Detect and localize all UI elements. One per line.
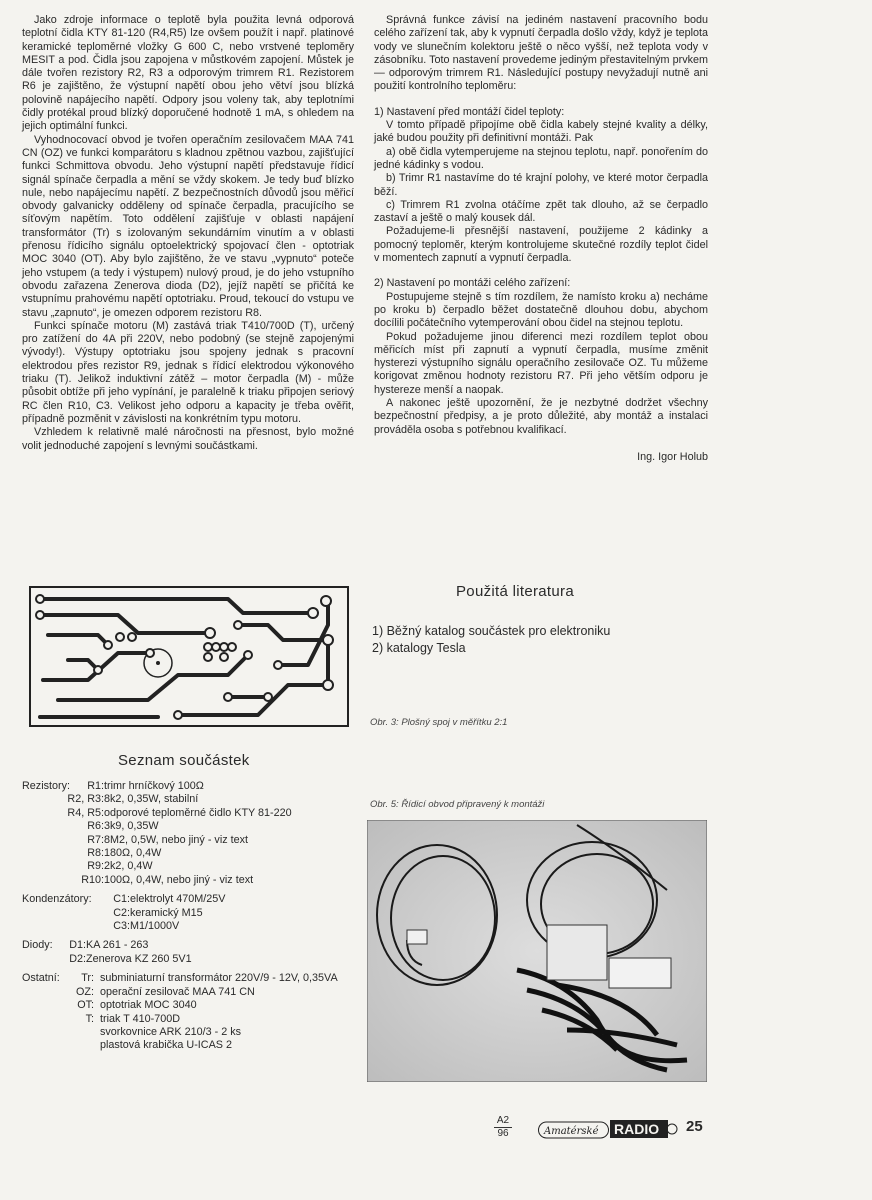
- part-value: 2k2, 0,4W: [104, 860, 153, 873]
- part-value: M1/1000V: [130, 920, 180, 933]
- author-signature: Ing. Igor Holub: [637, 450, 708, 463]
- literature-item: 2) katalogy Tesla: [372, 641, 466, 655]
- ref-designator: R10:: [81, 873, 104, 886]
- paragraph: Vyhodnocovací obvod je tvořen operačním zesilovačem MAA 741 CN (OZ) ve funkci komparátoru s kladnou zpětnou vazbou, zajišťující funkci Schmittova obvodu. Jeho výstupní napětí představuje řídicí signál spínače čerpadla a mění se vždy skokem. Je tedy buď blízko nule, nebo napájecímu napětí. Z bezpečnostních důvodů jsou měřicí obvody galvanicky odděleny od spínače čerpadla, pracujícího se síťovým napětím. Toto oddělení zajišťuje v oblasti napájení transformátor (Tr) s izolovaným sekundárním vinutím a v oblasti přenosu řídicího signálu optoelektrický spojovací člen - optotriak MOC 3040 (OT). Aby bylo zajištěno, že ve stavu „vypnuto“ poteče jeho vstupem (a tedy i výstupem) nulový proud, je do jeho vstupního obvodu zařazena Zenerova dioda (D2), jejíž napětí se přičítá ke vstupnímu prahovému napětí optotriaku. Proud, tekoucí do vstupu ve stavu „zapnuto“, je omezen odporem rezistoru R8.: [22, 133, 354, 319]
- capacitors-group: [22, 893, 362, 933]
- part-value: optotriak MOC 3040: [100, 999, 197, 1012]
- logo-block-text: RADIO: [614, 1121, 660, 1137]
- paragraph: b) Trimr R1 nastavíme do té krajní polohy, ve které motor čerpadla běží.: [374, 172, 708, 198]
- ref-designator: Tr:: [81, 972, 94, 985]
- section-heading: 2) Nastavení po montáži celého zařízení:: [374, 277, 571, 290]
- figure-5-caption: Obr. 5: Řídicí obvod připravený k montáži: [370, 799, 545, 810]
- literature-title: Použitá literatura: [456, 583, 574, 600]
- pcb-layout-drawing: [28, 585, 350, 728]
- category-label: Diody:: [22, 939, 53, 952]
- part-value: 3k9, 0,35W: [104, 820, 159, 833]
- parts-list-title: Seznam součástek: [118, 752, 250, 769]
- ref-designator: C1:: [113, 893, 130, 906]
- diodes-group: [22, 939, 362, 966]
- category-label: Rezistory:: [22, 780, 70, 792]
- paragraph: a) obě čidla vytemperujeme na stejnou teplotu, např. ponořením do jedné kádinky s vodou.: [374, 145, 708, 171]
- photo-control-circuit: [367, 820, 707, 1082]
- part-value: 100Ω, 0,4W, nebo jiný - viz text: [104, 873, 254, 886]
- paragraph: A nakonec ještě upozornění, že je nezbytné dodržet všechny bezpečnostní předpisy, a je proto důležité, aby montáž a instalaci prováděla osoba s potřebnou kvalifikací.: [374, 397, 708, 436]
- part-value: subminiaturní transformátor 220V/9 - 12V, 0,35VA: [100, 972, 338, 985]
- logo-script-text: Amatérské: [544, 1126, 599, 1137]
- part-value: trimr hrníčkový 100Ω: [104, 780, 204, 792]
- ref-designator: OZ:: [76, 985, 94, 998]
- paragraph: Pokud požadujeme jinou diferenci mezi rozdílem teplot obou měřicích míst při zapnutí a vypnutí čerpadla, musíme změnit hysterezi výstupního signálu operačního zesilovače OZ. Tu můžeme korigovat změnou hodnoty rezistoru R7. Při jeho větším odporu je hystereze menší a naopak.: [374, 330, 708, 396]
- issue-number: [494, 1116, 512, 1139]
- ref-designator: R2, R3:: [67, 793, 104, 806]
- paragraph: V tomto případě připojíme obě čidla kabely stejné kvality a délky, jaké budou použity při definitivní montáži. Pak: [374, 119, 708, 145]
- section-heading: 1) Nastavení před montáží čidel teploty:: [374, 105, 565, 118]
- paragraph: Správná funkce závisí na jediném nastavení pracovního bodu celého zařízení tak, aby k vypnutí čerpadla došlo vždy, když je teplota vody ve slunečním kolektoru ještě o něco vyšší, než teplota vody v zásobníku. Toto nastavení provedeme jediným přestavitelným prvkem — odporovým trimrem R1. Následující postupy nevyžadují nutně ani použití kontrolního teploměru:: [374, 14, 708, 93]
- issue-top: A2: [496, 1115, 510, 1126]
- paragraph: Vzhledem k relativně malé náročnosti na přesnost, bylo možné volit jednoduché zapojení s levnými součástkami.: [22, 426, 354, 452]
- part-value: KA 261 - 263: [86, 939, 149, 952]
- ref-designator: R4, R5:: [67, 806, 104, 819]
- paragraph: Jako zdroje informace o teplotě byla použita levná odporová teplotní čidla KTY 81-120 (R4,R5) lze ovšem použít i např. platinové keramické teploměrné vložky G 600 C, nebo vrstvené teploměry MESIT a pod. Čidla jsou zapojena v můstkovém zapojení. Můstek je dále tvořen rezistory R2, R3 a odporovým trimrem R1. Rezistorem R6 je zajištěno, že výstupní napětí obou jeho větví jsou blízká polovině napájecího napětí. Odpory jsou voleny tak, aby teplotními čidly protékal proud blízký doporučené hodnotě 1 mA, s ohledem na jejich optimální funkci.: [22, 14, 354, 133]
- paragraph: Postupujeme stejně s tím rozdílem, že namísto kroku a) necháme po kroku b) čerpadlo běžet dostatečně dlouhou dobu, abychom docílili počátečního vytemperování obou čidel na stejnou teplotu.: [374, 290, 708, 330]
- part-value: 180Ω, 0,4W: [104, 847, 162, 860]
- category-label: Kondenzátory:: [22, 893, 92, 906]
- page-footer: [494, 1116, 714, 1150]
- paragraph: Funkci spínače motoru (M) zastává triak T410/700D (T), určený pro zatížení do 4A při 220V, nebo podobný (se stejně zapojenými vývody!). Výstupy optotriaku jsou spojeny jednak s pracovní elektrodou přes rezistor R9, jednak s řídicí elektrodou výkonového triaku (T). Jelikož induktivní zátěž – motor čerpadla (M) - může působit obtíže při jeho vypínání, je paralelně k triaku připojen seriový RC člen R10, C3. Velikost jeho odporu a kapacity je třeba ověřit, případně pozměnit v závislosti na konkrétním typu motoru.: [22, 319, 354, 425]
- ref-designator: R1:: [87, 780, 104, 792]
- ref-designator: C3:: [113, 920, 130, 933]
- paragraph: Požadujeme-li přesnější nastavení, použijeme 2 kádinky a pomocný teploměr, kterým kontrolujeme skutečné rozdíly teplot čidel v momentech zapnutí a vypnutí čerpadla.: [374, 225, 708, 265]
- part-value: plastová krabička U-ICAS 2: [100, 1039, 233, 1052]
- issue-bottom: 96: [497, 1128, 509, 1139]
- part-value: odporové teploměrné čidlo KTY 81-220: [104, 806, 292, 819]
- figure-3-caption: Obr. 3: Plošný spoj v měřítku 2:1: [370, 717, 508, 728]
- page-number: 25: [686, 1118, 703, 1135]
- ref-designator: R9:: [87, 860, 104, 873]
- magazine-logo: [538, 1118, 678, 1140]
- ref-designator: OT:: [77, 999, 94, 1012]
- other-parts-group: [22, 972, 362, 1052]
- left-text-column: [22, 14, 354, 453]
- part-value: elektrolyt 470M/25V: [130, 893, 226, 906]
- part-value: 8M2, 0,5W, nebo jiný - viz text: [104, 833, 249, 846]
- parts-list: [22, 780, 362, 1059]
- right-text-column: [374, 14, 708, 464]
- part-value: operační zesilovač MAA 741 CN: [100, 985, 255, 998]
- literature-list: [372, 623, 610, 657]
- ref-designator: R8:: [87, 847, 104, 860]
- ref-designator: T:: [85, 1012, 94, 1025]
- paragraph: c) Trimrem R1 zvolna otáčíme zpět tak dlouho, až se čerpadlo zastaví a ještě o malý kousek dál.: [374, 198, 708, 225]
- part-value: svorkovnice ARK 210/3 - 2 ks: [100, 1025, 242, 1038]
- literature-item: 1) Běžný katalog součástek pro elektroniku: [372, 624, 611, 638]
- category-label: Ostatní:: [22, 972, 60, 985]
- ref-designator: D1:: [69, 939, 86, 952]
- ref-designator: R7:: [87, 833, 104, 846]
- ref-designator: R6:: [87, 820, 104, 833]
- part-value: Zenerova KZ 260 5V1: [86, 952, 192, 965]
- ref-designator: C2:: [113, 906, 130, 919]
- ref-designator: D2:: [69, 952, 86, 965]
- part-value: keramický M15: [130, 906, 203, 919]
- resistors-group: [22, 780, 362, 887]
- part-value: 8k2, 0,35W, stabilní: [104, 793, 199, 806]
- part-value: triak T 410-700D: [100, 1012, 181, 1025]
